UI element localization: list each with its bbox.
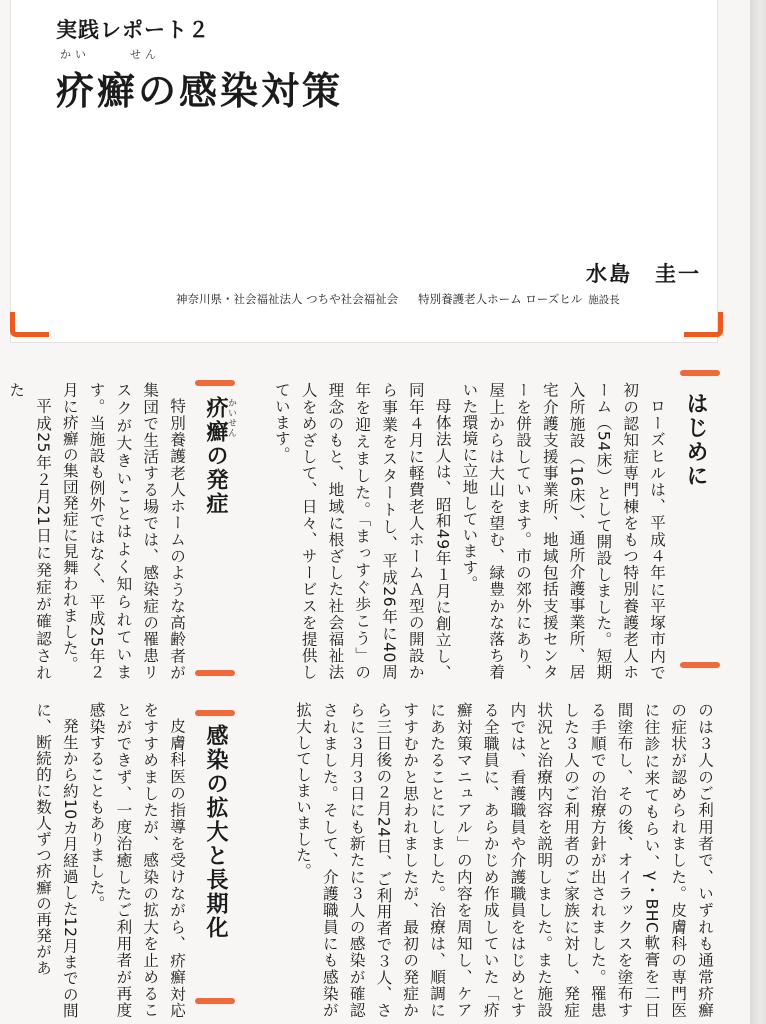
paragraph: のは３人のご利用者で、いずれも通常疥癬の症状が認められました。皮膚科の専門医に往診に来てもらい、γ・BHC軟膏を二日間塗布し、その後、オイラックスを塗布する手順での治療方針が出されました。罹患した３人のご利用者のご家族に対し、発症状況と治療内容を説明しました。また施設内では、看護職員や介護職員をはじめとする全職員に、あらかじめ作成していた「疥癬対策マニュアル」の内容を周知し、ケアにあたることにしました。治療は、順調にすすむかと思われましたが、最初の発症から三日後の２月24日、ご利用者で３人、さらに３月３日にも新たに３人の感染が確認されました。そして、介護職員にも感染が拡大してしまいました。 (294, 702, 714, 1018)
heading-accent-bar (680, 662, 720, 668)
affiliation-org1: 神奈川県・社会福祉法人 つちや社会福祉会 (176, 292, 399, 306)
author-name: 水島 圭一 (586, 262, 701, 286)
continued-text-column (250, 702, 718, 1018)
corner-bracket-right (684, 312, 723, 337)
title-ruby-sen: せん (130, 48, 160, 61)
paragraph: 母体法人は、昭和49年１月に創立し、同年４月に軽費老人ホームＡ型の開設から事業をスタートし、平成26年に40周年を迎えました。「まっすぐ歩こう」の理念のもと、地域に根ざした社会福祉法人をめざして、日々、サービスを提供しています。 (272, 382, 452, 680)
paragraph: 特別養護老人ホームのような高齢者が集団で生活する場では、感染症の罹患リスクが大きいことはよく知られています。当施設も例外ではなく、平成25年２月に疥癬の集団発症に見舞われました。 (60, 382, 186, 680)
heading-intro: はじめに (683, 392, 708, 488)
title-ruby-kai: かい (60, 48, 90, 61)
page-edge (750, 0, 766, 1024)
corner-bracket-left (10, 312, 49, 337)
paragraph: 平成25年２月21日に発症が確認された (7, 382, 53, 680)
heading-accent-bar (195, 380, 235, 386)
heading-outbreak: 疥癬の発症 (203, 396, 228, 516)
paragraph: ローズヒルは、平成４年に平塚市内で初の認知症専門棟をもつ特別養護老人ホーム（54床）として開設しました。短期入所施設（16床）、通所介護事業所、居宅介護支援事業所、地域包括支援センターを併設しています。市の郊外にあり、屋上からは大山を望む、緑豊かな落ち着いた環境に立地しています。 (460, 382, 666, 680)
article-title: 疥癬の感染対策 (56, 69, 344, 113)
heading-spread: 感染の拡大と長期化 (203, 724, 228, 940)
heading-accent-bar (680, 370, 720, 376)
report-label: 実践レポート２ (56, 18, 210, 42)
author-affiliation (176, 291, 620, 307)
intro-text-column (250, 382, 670, 680)
heading-ruby-outbreak: かいせん (226, 398, 236, 438)
paragraph: 発生から約10カ月経過した12月までの間に、断続的に数人ずつ疥癬の再発があ (34, 702, 79, 1018)
paragraph: 皮膚科医の指導を受けながら、疥癬対応をすすめましたが、感染の拡大を止めることができず、一度治癒したご利用者が再度感染することもありました。 (87, 702, 186, 1018)
outbreak-text-column (7, 382, 190, 680)
heading-accent-bar (195, 710, 235, 716)
heading-accent-bar (195, 998, 235, 1004)
affiliation-role: 施設長 (588, 294, 620, 306)
affiliation-org2: 特別養護老人ホーム ローズヒル (418, 292, 583, 306)
heading-accent-bar (195, 670, 235, 676)
spread-text-column (14, 702, 190, 1018)
